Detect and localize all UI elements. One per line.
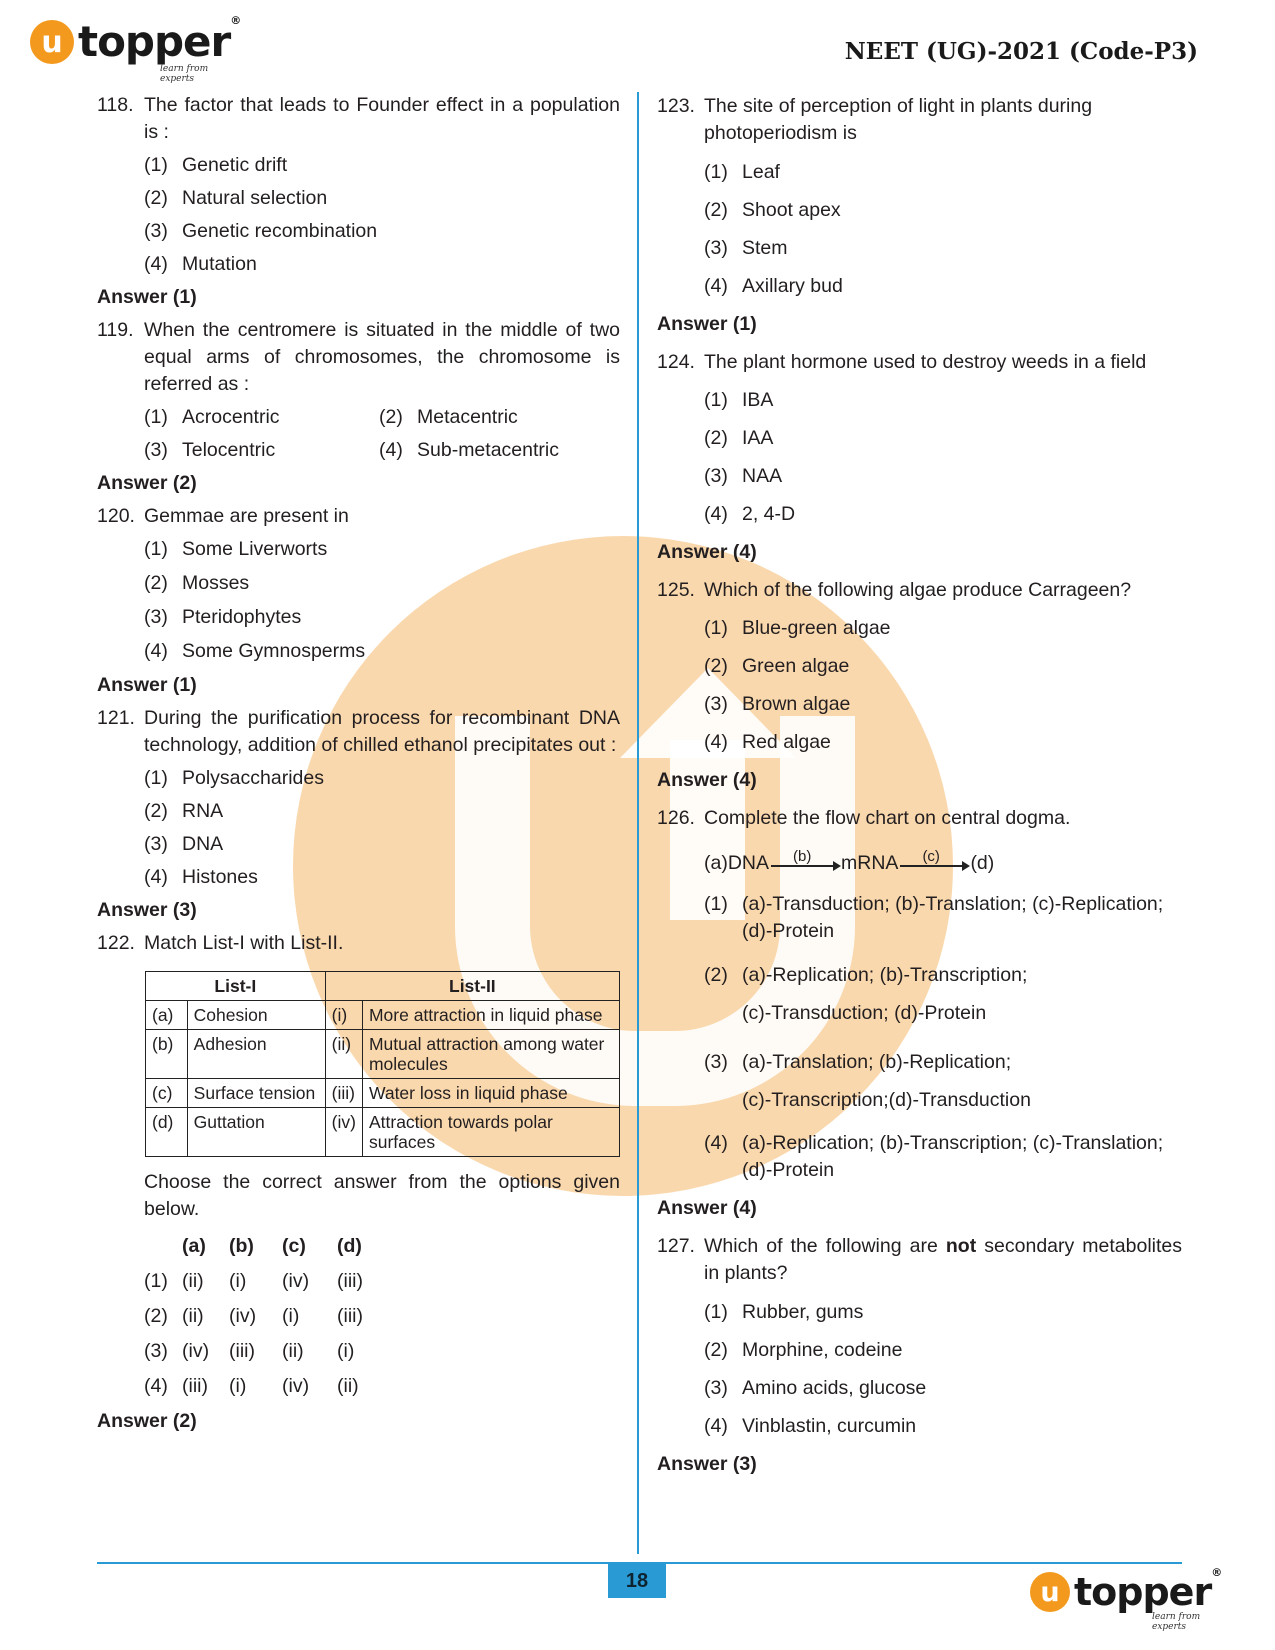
options-118 [97,152,620,284]
row-label: (iii) [325,1079,362,1108]
option-number: (1) [144,538,168,560]
right-column [657,93,1182,1478]
option [704,891,1182,945]
option-text: Natural selection [182,187,328,209]
option-text: RNA [182,800,224,822]
option-number: (4) [704,275,728,297]
question-text: Which of the following algae produce Carrageen? [704,579,1132,601]
col-header: (a) [182,1235,206,1257]
left-column [97,92,620,1435]
option-number: (4) [704,1132,728,1154]
question-number: 121. [97,707,135,729]
logo-u-icon: u [30,20,74,64]
option-number: (2) [704,655,728,677]
options-126 [657,891,1182,1184]
option [704,729,1182,767]
option-number: (2) [704,1339,728,1361]
option-text: Vinblastin, curcumin [742,1415,917,1437]
question-119 [97,317,620,398]
option [704,387,1182,425]
option-number: (1) [704,389,728,411]
option-line: (a)-Replication; (b)-Transcription; [742,964,1028,986]
answer-127: Answer (3) [657,1453,757,1475]
option-text: Rubber, gums [742,1301,864,1323]
brand-logo-bottom [1030,1566,1222,1632]
row-label: (iv) [325,1108,362,1157]
option-number: (2) [144,1305,168,1327]
question-124 [657,349,1182,387]
col-header: (b) [229,1235,254,1257]
option-text: Green algae [742,655,850,677]
match-table-row [146,1108,620,1157]
answer-126: Answer (4) [657,1197,757,1219]
col-header: (d) [337,1235,362,1257]
option-text: Telocentric [182,439,276,461]
choose-instruction: Choose the correct answer from the options given below. [144,1171,620,1220]
option-cell: (ii) [182,1305,204,1327]
options-120 [97,536,620,672]
question-text-part: secondary metabolites in plants? [704,1235,1183,1284]
option [704,1299,1182,1337]
logo-name: topper [78,17,231,66]
option-number: (3) [704,465,728,487]
question-number: 126. [657,807,695,829]
option [144,604,620,638]
option-text: Axillary bud [742,275,843,297]
option-cell: (iii) [229,1340,255,1362]
option-text: Mosses [182,572,250,594]
option-number: (4) [379,439,403,461]
question-text: Complete the flow chart on central dogma. [704,807,1071,829]
option-text: Mutation [182,253,257,275]
option-text [742,956,1027,1032]
logo-wordmark: topper ® [78,14,241,66]
list-2-item: More attraction in liquid phase [362,1001,619,1030]
option-number: (3) [144,1340,168,1362]
option-cell: (ii) [282,1340,304,1362]
option-number: (4) [704,731,728,753]
row-label: (c) [146,1079,188,1108]
option [704,1413,1182,1451]
option-line: (d)-Protein [742,1159,835,1181]
question-text: During the purification process for recombinant DNA technology, addition of chilled ethanol precipitates out : [144,707,620,756]
flow-start: (a)DNA [704,852,770,874]
answer-119: Answer (2) [97,472,197,494]
option-row [144,1299,387,1334]
question-number: 123. [657,95,695,117]
answer-121: Answer (3) [97,899,197,921]
row-label: (b) [146,1030,188,1079]
option-text: Genetic drift [182,154,288,176]
list-1-item: Cohesion [187,1001,325,1030]
answer-123: Answer (1) [657,313,757,335]
option [379,437,609,470]
options-127 [657,1299,1182,1451]
list-1-item: Adhesion [187,1030,325,1079]
question-118 [97,92,620,146]
option-number: (3) [704,237,728,259]
question-123 [657,93,1182,147]
option-line: (a)-Replication; (b)-Transcription; (c)-Translation; [742,1132,1164,1154]
options-125 [657,615,1182,767]
question-text: Gemmae are present in [144,505,349,527]
question-number: 124. [657,351,695,373]
answer-options-table [144,1229,387,1404]
option [144,437,379,470]
question-number: 125. [657,579,695,601]
option-number: (1) [704,617,728,639]
option-cell: (iii) [182,1375,208,1397]
question-text: The plant hormone used to destroy weeds in a field [704,351,1147,373]
question-number: 122. [97,932,135,954]
option-number: (2) [704,199,728,221]
logo-name: topper [1074,1570,1212,1614]
options-123 [657,159,1182,311]
option [144,638,620,672]
arrow-label: (b) [793,848,812,865]
match-table-row [146,1001,620,1030]
option-number: (1) [704,1301,728,1323]
col-header: (c) [282,1235,306,1257]
options-header-row [144,1229,387,1264]
option-number: (4) [704,503,728,525]
option-text: Blue-green algae [742,617,891,639]
option [704,197,1182,235]
option-text: Red algae [742,731,831,753]
option [144,251,620,284]
option-cell: (iv) [282,1375,310,1397]
option-number: (4) [144,253,168,275]
match-table-row [146,1030,620,1079]
option-text [742,1130,1163,1184]
list-1-header: List-I [146,972,326,1001]
option [144,536,620,570]
column-divider [637,92,639,1554]
answer-125: Answer (4) [657,769,757,791]
question-number: 127. [657,1235,695,1257]
option-number: (1) [704,893,728,915]
list-2-item: Attraction towards polar surfaces [362,1108,619,1157]
question-text: The factor that leads to Founder effect in a population is : [144,94,620,143]
row-label: (i) [325,1001,362,1030]
exam-title: NEET (UG)-2021 (Code-P3) [844,38,1198,65]
option-number: (2) [144,187,168,209]
options-119 [97,404,620,470]
option-text: Pteridophytes [182,606,302,628]
option [704,273,1182,311]
logo-wordmark: topper ® [1074,1566,1222,1614]
option-text: Polysaccharides [182,767,324,789]
option-text [742,891,1163,945]
option [704,691,1182,729]
option-number: (2) [704,427,728,449]
option-text: Stem [742,237,788,259]
question-number: 120. [97,505,135,527]
option-number: (2) [704,964,728,986]
option-text: Sub-metacentric [417,439,559,461]
option-text: DNA [182,833,224,855]
question-text-part: Which of the following are [704,1235,938,1257]
option-text: IAA [742,427,774,449]
option-cell: (ii) [182,1270,204,1292]
option [704,463,1182,501]
option-text: Metacentric [417,406,518,428]
option-number: (4) [144,866,168,888]
option-cell: (iv) [182,1340,210,1362]
option-text: Some Gymnosperms [182,640,366,662]
option [144,218,620,251]
question-125 [657,577,1182,615]
option [704,235,1182,273]
option-number: (3) [144,833,168,855]
list-2-item: Water loss in liquid phase [362,1079,619,1108]
question-text: Match List-I with List-II. [144,932,344,954]
option-cell: (i) [282,1305,300,1327]
option-number: (1) [704,161,728,183]
option [704,1375,1182,1413]
option-number: (1) [144,406,168,428]
option-text: NAA [742,465,783,487]
option-cell: (iv) [282,1270,310,1292]
flow-arrow-icon [771,848,839,867]
option-number: (3) [144,439,168,461]
option-number: (3) [144,220,168,242]
option-number: (4) [704,1415,728,1437]
option [144,152,620,185]
row-label: (ii) [325,1030,362,1079]
option-text: Some Liverworts [182,538,328,560]
question-text-emphasis: not [945,1235,977,1257]
option-text: Leaf [742,161,780,183]
question-121 [97,705,620,759]
option-text: Morphine, codeine [742,1339,903,1361]
option [144,831,620,864]
logo-u-icon: u [1030,1572,1070,1612]
list-1-item: Guttation [187,1108,325,1157]
option-number: (2) [144,572,168,594]
option-number: (3) [704,1051,728,1073]
option-number: (1) [144,1270,168,1292]
option-number: (2) [379,406,403,428]
option-text: Genetic recombination [182,220,378,242]
option [704,1043,1182,1119]
option [704,425,1182,463]
option-row [144,1334,387,1369]
option-row [144,1264,387,1299]
option-number: (4) [144,1375,168,1397]
list-1-item: Surface tension [187,1079,325,1108]
option-text: Acrocentric [182,406,280,428]
question-127 [657,1233,1182,1287]
option [704,159,1182,197]
option-text: Histones [182,866,258,888]
flow-middle: mRNA [841,852,899,874]
logo-tagline: learn from experts [160,64,209,84]
option [704,501,1182,539]
list-2-header: List-II [325,972,619,1001]
option-text: Shoot apex [742,199,841,221]
option-line: (a)-Translation; (b)-Replication; [742,1051,1012,1073]
question-122 [97,930,620,957]
question-text [704,1233,1182,1287]
answer-118: Answer (1) [97,286,197,308]
option-cell: (i) [229,1270,247,1292]
option-line: (c)-Transcription;(d)-Transduction [742,1089,1031,1111]
option [144,185,620,218]
match-table-header [146,972,620,1001]
option-number: (4) [144,640,168,662]
option [704,956,1182,1032]
option-line: (c)-Transduction; (d)-Protein [742,1002,987,1024]
option-text: 2, 4-D [742,503,796,525]
option-number: (3) [144,606,168,628]
options-124 [657,387,1182,539]
question-text: The site of perception of light in plants during photoperiodism is [704,95,1093,144]
match-table [145,971,620,1157]
logo-tagline: learn from experts [1152,1612,1201,1632]
option-number: (1) [144,154,168,176]
question-126 [657,805,1182,832]
arrow-label: (c) [922,848,940,865]
answer-124: Answer (4) [657,541,757,563]
row-label: (a) [146,1001,188,1030]
option [144,864,620,897]
flow-end: (d) [970,852,995,874]
option-cell: (iii) [337,1270,363,1292]
option [379,404,609,437]
option-text: Amino acids, glucose [742,1377,927,1399]
option-number: (2) [144,800,168,822]
question-number: 119. [97,319,134,341]
question-text: When the centromere is situated in the middle of two equal arms of chromosomes, the chromosome is referred as : [144,319,620,395]
option-cell: (ii) [337,1375,359,1397]
option-text: Brown algae [742,693,851,715]
option-row [144,1369,387,1404]
option-number: (1) [144,767,168,789]
option [704,615,1182,653]
option-cell: (iii) [337,1305,363,1327]
brand-logo-top [30,14,241,84]
option-cell: (i) [337,1340,355,1362]
option-text: IBA [742,389,774,411]
central-dogma-flowchart [657,850,1182,877]
option-line: (a)-Transduction; (b)-Translation; (c)-Replication; [742,893,1164,915]
option [144,404,379,437]
option [704,1337,1182,1375]
option-number: (3) [704,1377,728,1399]
options-121 [97,765,620,897]
option-cell: (i) [229,1375,247,1397]
question-number: 118. [97,94,134,116]
option [704,653,1182,691]
option-line: (d)-Protein [742,920,835,942]
option [144,765,620,798]
page-number: 18 [608,1564,666,1598]
option [144,798,620,831]
answer-122: Answer (2) [97,1410,197,1432]
option-cell: (iv) [229,1305,257,1327]
option [704,1130,1182,1184]
list-2-item: Mutual attraction among water molecules [362,1030,619,1079]
option-text [742,1043,1031,1119]
row-label: (d) [146,1108,188,1157]
question-120 [97,503,620,536]
option-number: (3) [704,693,728,715]
answer-120: Answer (1) [97,674,197,696]
flow-arrow-icon [900,848,968,867]
option [144,570,620,604]
match-table-row [146,1079,620,1108]
